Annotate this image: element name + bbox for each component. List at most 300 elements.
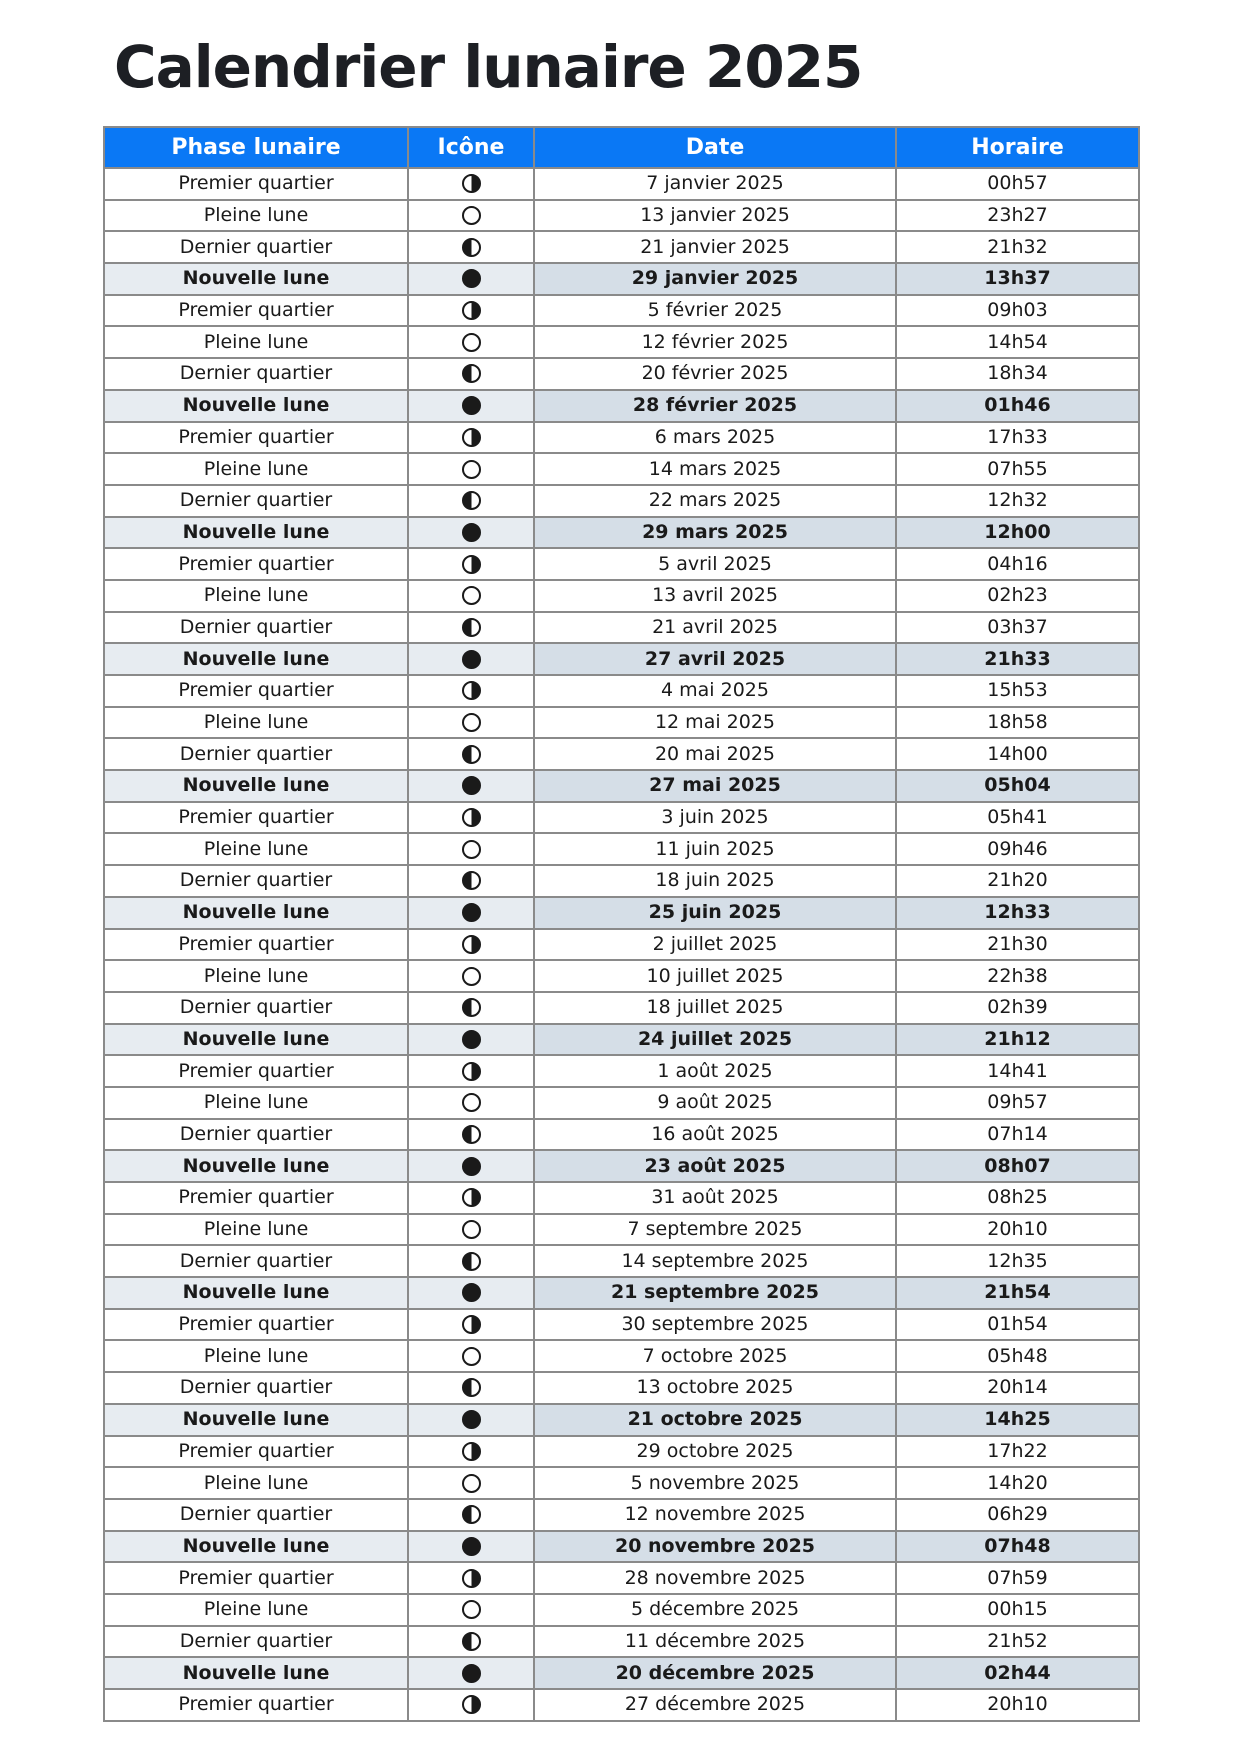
- first-quarter-moon-icon: [462, 1442, 481, 1461]
- time-cell: 12h33: [896, 897, 1139, 929]
- phase-cell: Nouvelle lune: [104, 643, 408, 675]
- table-row: [104, 1182, 1139, 1214]
- date-cell: 5 avril 2025: [534, 548, 896, 580]
- last-quarter-moon-icon: [462, 1505, 481, 1524]
- icon-cell: [408, 643, 534, 675]
- table-row: [104, 358, 1139, 390]
- time-cell: 23h27: [896, 200, 1139, 232]
- icon-cell: [408, 200, 534, 232]
- last-quarter-moon-icon: [462, 364, 481, 383]
- icon-cell: [408, 422, 534, 454]
- full-moon-icon: [462, 333, 481, 352]
- time-cell: 13h37: [896, 263, 1139, 295]
- phase-cell: Pleine lune: [104, 960, 408, 992]
- icon-cell: [408, 1626, 534, 1658]
- table-row: [104, 770, 1139, 802]
- table-row: [104, 1467, 1139, 1499]
- date-cell: 12 mai 2025: [534, 707, 896, 739]
- time-cell: 07h48: [896, 1531, 1139, 1563]
- table-row: [104, 1372, 1139, 1404]
- date-cell: 4 mai 2025: [534, 675, 896, 707]
- page-title: Calendrier lunaire 2025: [114, 33, 863, 101]
- time-cell: 07h14: [896, 1119, 1139, 1151]
- time-cell: 21h20: [896, 865, 1139, 897]
- date-cell: 13 octobre 2025: [534, 1372, 896, 1404]
- time-cell: 21h32: [896, 231, 1139, 263]
- new-moon-icon: [462, 1664, 481, 1683]
- time-cell: 21h33: [896, 643, 1139, 675]
- phase-cell: Pleine lune: [104, 1594, 408, 1626]
- table-row: [104, 612, 1139, 644]
- phase-cell: Pleine lune: [104, 1340, 408, 1372]
- table-row: [104, 1055, 1139, 1087]
- table-row: [104, 643, 1139, 675]
- date-cell: 29 janvier 2025: [534, 263, 896, 295]
- date-cell: 20 décembre 2025: [534, 1657, 896, 1689]
- time-cell: 09h03: [896, 295, 1139, 327]
- icon-cell: [408, 770, 534, 802]
- table-row: [104, 263, 1139, 295]
- full-moon-icon: [462, 967, 481, 986]
- icon-cell: [408, 548, 534, 580]
- full-moon-icon: [462, 586, 481, 605]
- phase-cell: Nouvelle lune: [104, 1657, 408, 1689]
- phase-cell: Nouvelle lune: [104, 1277, 408, 1309]
- date-cell: 5 novembre 2025: [534, 1467, 896, 1499]
- column-header-icon: Icône: [408, 127, 534, 168]
- first-quarter-moon-icon: [462, 808, 481, 827]
- table-row: [104, 833, 1139, 865]
- time-cell: 21h12: [896, 1024, 1139, 1056]
- table-row: [104, 1340, 1139, 1372]
- time-cell: 14h00: [896, 738, 1139, 770]
- time-cell: 05h04: [896, 770, 1139, 802]
- date-cell: 10 juillet 2025: [534, 960, 896, 992]
- last-quarter-moon-icon: [462, 1632, 481, 1651]
- phase-cell: Pleine lune: [104, 326, 408, 358]
- time-cell: 14h25: [896, 1404, 1139, 1436]
- date-cell: 31 août 2025: [534, 1182, 896, 1214]
- icon-cell: [408, 865, 534, 897]
- table-row: [104, 422, 1139, 454]
- icon-cell: [408, 992, 534, 1024]
- time-cell: 14h20: [896, 1467, 1139, 1499]
- time-cell: 18h34: [896, 358, 1139, 390]
- date-cell: 29 octobre 2025: [534, 1436, 896, 1468]
- date-cell: 13 avril 2025: [534, 580, 896, 612]
- phase-cell: Nouvelle lune: [104, 517, 408, 549]
- phase-cell: Pleine lune: [104, 1467, 408, 1499]
- date-cell: 18 juin 2025: [534, 865, 896, 897]
- table-row: [104, 517, 1139, 549]
- date-cell: 22 mars 2025: [534, 485, 896, 517]
- icon-cell: [408, 1087, 534, 1119]
- table-row: [104, 200, 1139, 232]
- phase-cell: Premier quartier: [104, 802, 408, 834]
- time-cell: 12h32: [896, 485, 1139, 517]
- first-quarter-moon-icon: [462, 1695, 481, 1714]
- full-moon-icon: [462, 840, 481, 859]
- first-quarter-moon-icon: [462, 428, 481, 447]
- date-cell: 27 décembre 2025: [534, 1689, 896, 1721]
- icon-cell: [408, 295, 534, 327]
- table-row: [104, 295, 1139, 327]
- phase-cell: Dernier quartier: [104, 1119, 408, 1151]
- new-moon-icon: [462, 1283, 481, 1302]
- table-row: [104, 675, 1139, 707]
- column-header-date: Date: [534, 127, 896, 168]
- table-row: [104, 1277, 1139, 1309]
- icon-cell: [408, 1404, 534, 1436]
- phase-cell: Dernier quartier: [104, 358, 408, 390]
- icon-cell: [408, 738, 534, 770]
- table-row: [104, 485, 1139, 517]
- time-cell: 04h16: [896, 548, 1139, 580]
- table-row: [104, 1087, 1139, 1119]
- first-quarter-moon-icon: [462, 555, 481, 574]
- time-cell: 20h10: [896, 1689, 1139, 1721]
- column-header-phase: Phase lunaire: [104, 127, 408, 168]
- column-header-time: Horaire: [896, 127, 1139, 168]
- date-cell: 23 août 2025: [534, 1150, 896, 1182]
- phase-cell: Pleine lune: [104, 1087, 408, 1119]
- new-moon-icon: [462, 1410, 481, 1429]
- date-cell: 7 octobre 2025: [534, 1340, 896, 1372]
- time-cell: 14h41: [896, 1055, 1139, 1087]
- phase-cell: Nouvelle lune: [104, 1404, 408, 1436]
- table-row: [104, 1657, 1139, 1689]
- first-quarter-moon-icon: [462, 1188, 481, 1207]
- time-cell: 03h37: [896, 612, 1139, 644]
- date-cell: 9 août 2025: [534, 1087, 896, 1119]
- phase-cell: Dernier quartier: [104, 1245, 408, 1277]
- table-row: [104, 929, 1139, 961]
- table-row: [104, 1245, 1139, 1277]
- last-quarter-moon-icon: [462, 745, 481, 764]
- table-row: [104, 231, 1139, 263]
- icon-cell: [408, 1499, 534, 1531]
- time-cell: 00h57: [896, 168, 1139, 200]
- phase-cell: Premier quartier: [104, 422, 408, 454]
- table-row: [104, 326, 1139, 358]
- icon-cell: [408, 1594, 534, 1626]
- time-cell: 22h38: [896, 960, 1139, 992]
- icon-cell: [408, 960, 534, 992]
- date-cell: 28 novembre 2025: [534, 1562, 896, 1594]
- phase-cell: Nouvelle lune: [104, 263, 408, 295]
- time-cell: 08h25: [896, 1182, 1139, 1214]
- table-row: [104, 897, 1139, 929]
- table-body: [104, 168, 1139, 1721]
- table-row: [104, 802, 1139, 834]
- new-moon-icon: [462, 1537, 481, 1556]
- last-quarter-moon-icon: [462, 491, 481, 510]
- first-quarter-moon-icon: [462, 301, 481, 320]
- date-cell: 12 février 2025: [534, 326, 896, 358]
- table-row: [104, 1499, 1139, 1531]
- table-row: [104, 1309, 1139, 1341]
- icon-cell: [408, 1689, 534, 1721]
- time-cell: 07h59: [896, 1562, 1139, 1594]
- date-cell: 12 novembre 2025: [534, 1499, 896, 1531]
- icon-cell: [408, 1277, 534, 1309]
- date-cell: 25 juin 2025: [534, 897, 896, 929]
- time-cell: 18h58: [896, 707, 1139, 739]
- time-cell: 02h23: [896, 580, 1139, 612]
- phase-cell: Dernier quartier: [104, 612, 408, 644]
- phase-cell: Pleine lune: [104, 707, 408, 739]
- date-cell: 5 décembre 2025: [534, 1594, 896, 1626]
- phase-cell: Nouvelle lune: [104, 1024, 408, 1056]
- date-cell: 6 mars 2025: [534, 422, 896, 454]
- date-cell: 24 juillet 2025: [534, 1024, 896, 1056]
- time-cell: 01h54: [896, 1309, 1139, 1341]
- table-row: [104, 1562, 1139, 1594]
- icon-cell: [408, 1182, 534, 1214]
- phase-cell: Premier quartier: [104, 548, 408, 580]
- date-cell: 1 août 2025: [534, 1055, 896, 1087]
- icon-cell: [408, 675, 534, 707]
- table-row: [104, 1689, 1139, 1721]
- time-cell: 05h41: [896, 802, 1139, 834]
- date-cell: 14 septembre 2025: [534, 1245, 896, 1277]
- new-moon-icon: [462, 1157, 481, 1176]
- table-row: [104, 1531, 1139, 1563]
- time-cell: 00h15: [896, 1594, 1139, 1626]
- phase-cell: Dernier quartier: [104, 485, 408, 517]
- time-cell: 07h55: [896, 453, 1139, 485]
- table-row: [104, 1214, 1139, 1246]
- phase-cell: Dernier quartier: [104, 1499, 408, 1531]
- icon-cell: [408, 612, 534, 644]
- phase-cell: Premier quartier: [104, 929, 408, 961]
- table-header-row: [104, 127, 1139, 168]
- phase-cell: Pleine lune: [104, 580, 408, 612]
- icon-cell: [408, 168, 534, 200]
- phase-cell: Premier quartier: [104, 675, 408, 707]
- phase-cell: Premier quartier: [104, 168, 408, 200]
- phase-cell: Premier quartier: [104, 1562, 408, 1594]
- full-moon-icon: [462, 460, 481, 479]
- new-moon-icon: [462, 776, 481, 795]
- icon-cell: [408, 1657, 534, 1689]
- time-cell: 20h14: [896, 1372, 1139, 1404]
- time-cell: 08h07: [896, 1150, 1139, 1182]
- date-cell: 29 mars 2025: [534, 517, 896, 549]
- table-row: [104, 390, 1139, 422]
- icon-cell: [408, 1340, 534, 1372]
- table-row: [104, 865, 1139, 897]
- table-row: [104, 1626, 1139, 1658]
- date-cell: 21 octobre 2025: [534, 1404, 896, 1436]
- last-quarter-moon-icon: [462, 1125, 481, 1144]
- time-cell: 15h53: [896, 675, 1139, 707]
- table-row: [104, 548, 1139, 580]
- time-cell: 01h46: [896, 390, 1139, 422]
- date-cell: 3 juin 2025: [534, 802, 896, 834]
- full-moon-icon: [462, 206, 481, 225]
- date-cell: 7 septembre 2025: [534, 1214, 896, 1246]
- icon-cell: [408, 897, 534, 929]
- phase-cell: Nouvelle lune: [104, 390, 408, 422]
- icon-cell: [408, 833, 534, 865]
- lunar-calendar-table: [103, 126, 1140, 1722]
- icon-cell: [408, 1245, 534, 1277]
- phase-cell: Dernier quartier: [104, 231, 408, 263]
- phase-cell: Premier quartier: [104, 1055, 408, 1087]
- time-cell: 05h48: [896, 1340, 1139, 1372]
- new-moon-icon: [462, 650, 481, 669]
- phase-cell: Dernier quartier: [104, 1372, 408, 1404]
- phase-cell: Nouvelle lune: [104, 897, 408, 929]
- icon-cell: [408, 358, 534, 390]
- table-row: [104, 168, 1139, 200]
- time-cell: 02h44: [896, 1657, 1139, 1689]
- time-cell: 17h22: [896, 1436, 1139, 1468]
- first-quarter-moon-icon: [462, 174, 481, 193]
- full-moon-icon: [462, 1474, 481, 1493]
- icon-cell: [408, 1150, 534, 1182]
- last-quarter-moon-icon: [462, 1252, 481, 1271]
- table-row: [104, 453, 1139, 485]
- first-quarter-moon-icon: [462, 1062, 481, 1081]
- time-cell: 21h54: [896, 1277, 1139, 1309]
- icon-cell: [408, 1531, 534, 1563]
- icon-cell: [408, 1119, 534, 1151]
- full-moon-icon: [462, 713, 481, 732]
- new-moon-icon: [462, 396, 481, 415]
- date-cell: 21 janvier 2025: [534, 231, 896, 263]
- phase-cell: Nouvelle lune: [104, 770, 408, 802]
- time-cell: 12h35: [896, 1245, 1139, 1277]
- full-moon-icon: [462, 1347, 481, 1366]
- table-row: [104, 1024, 1139, 1056]
- last-quarter-moon-icon: [462, 238, 481, 257]
- last-quarter-moon-icon: [462, 618, 481, 637]
- table-row: [104, 738, 1139, 770]
- phase-cell: Dernier quartier: [104, 992, 408, 1024]
- icon-cell: [408, 1024, 534, 1056]
- time-cell: 21h30: [896, 929, 1139, 961]
- new-moon-icon: [462, 1030, 481, 1049]
- date-cell: 11 juin 2025: [534, 833, 896, 865]
- time-cell: 09h57: [896, 1087, 1139, 1119]
- date-cell: 18 juillet 2025: [534, 992, 896, 1024]
- full-moon-icon: [462, 1093, 481, 1112]
- full-moon-icon: [462, 1220, 481, 1239]
- last-quarter-moon-icon: [462, 1378, 481, 1397]
- last-quarter-moon-icon: [462, 998, 481, 1017]
- time-cell: 09h46: [896, 833, 1139, 865]
- time-cell: 21h52: [896, 1626, 1139, 1658]
- phase-cell: Premier quartier: [104, 1689, 408, 1721]
- icon-cell: [408, 1055, 534, 1087]
- icon-cell: [408, 1436, 534, 1468]
- last-quarter-moon-icon: [462, 871, 481, 890]
- time-cell: 02h39: [896, 992, 1139, 1024]
- phase-cell: Pleine lune: [104, 453, 408, 485]
- icon-cell: [408, 517, 534, 549]
- phase-cell: Premier quartier: [104, 1436, 408, 1468]
- phase-cell: Pleine lune: [104, 833, 408, 865]
- phase-cell: Pleine lune: [104, 1214, 408, 1246]
- date-cell: 28 février 2025: [534, 390, 896, 422]
- table-row: [104, 1594, 1139, 1626]
- icon-cell: [408, 453, 534, 485]
- time-cell: 17h33: [896, 422, 1139, 454]
- icon-cell: [408, 1467, 534, 1499]
- icon-cell: [408, 231, 534, 263]
- icon-cell: [408, 580, 534, 612]
- icon-cell: [408, 1214, 534, 1246]
- phase-cell: Nouvelle lune: [104, 1150, 408, 1182]
- time-cell: 20h10: [896, 1214, 1139, 1246]
- date-cell: 27 mai 2025: [534, 770, 896, 802]
- first-quarter-moon-icon: [462, 1315, 481, 1334]
- date-cell: 7 janvier 2025: [534, 168, 896, 200]
- phase-cell: Premier quartier: [104, 295, 408, 327]
- table-row: [104, 580, 1139, 612]
- table-row: [104, 992, 1139, 1024]
- phase-cell: Premier quartier: [104, 1309, 408, 1341]
- date-cell: 21 avril 2025: [534, 612, 896, 644]
- new-moon-icon: [462, 523, 481, 542]
- date-cell: 11 décembre 2025: [534, 1626, 896, 1658]
- date-cell: 20 février 2025: [534, 358, 896, 390]
- table-row: [104, 1119, 1139, 1151]
- icon-cell: [408, 802, 534, 834]
- icon-cell: [408, 485, 534, 517]
- table-row: [104, 707, 1139, 739]
- icon-cell: [408, 326, 534, 358]
- first-quarter-moon-icon: [462, 1569, 481, 1588]
- date-cell: 14 mars 2025: [534, 453, 896, 485]
- phase-cell: Nouvelle lune: [104, 1531, 408, 1563]
- date-cell: 27 avril 2025: [534, 643, 896, 675]
- phase-cell: Dernier quartier: [104, 865, 408, 897]
- first-quarter-moon-icon: [462, 681, 481, 700]
- phase-cell: Premier quartier: [104, 1182, 408, 1214]
- icon-cell: [408, 929, 534, 961]
- time-cell: 14h54: [896, 326, 1139, 358]
- date-cell: 16 août 2025: [534, 1119, 896, 1151]
- phase-cell: Dernier quartier: [104, 738, 408, 770]
- date-cell: 13 janvier 2025: [534, 200, 896, 232]
- table-row: [104, 960, 1139, 992]
- date-cell: 20 novembre 2025: [534, 1531, 896, 1563]
- icon-cell: [408, 1562, 534, 1594]
- date-cell: 2 juillet 2025: [534, 929, 896, 961]
- full-moon-icon: [462, 1600, 481, 1619]
- date-cell: 5 février 2025: [534, 295, 896, 327]
- icon-cell: [408, 1372, 534, 1404]
- table-row: [104, 1404, 1139, 1436]
- new-moon-icon: [462, 269, 481, 288]
- date-cell: 20 mai 2025: [534, 738, 896, 770]
- first-quarter-moon-icon: [462, 935, 481, 954]
- phase-cell: Pleine lune: [104, 200, 408, 232]
- icon-cell: [408, 263, 534, 295]
- table-row: [104, 1436, 1139, 1468]
- icon-cell: [408, 390, 534, 422]
- date-cell: 30 septembre 2025: [534, 1309, 896, 1341]
- time-cell: 06h29: [896, 1499, 1139, 1531]
- icon-cell: [408, 707, 534, 739]
- new-moon-icon: [462, 903, 481, 922]
- time-cell: 12h00: [896, 517, 1139, 549]
- date-cell: 21 septembre 2025: [534, 1277, 896, 1309]
- icon-cell: [408, 1309, 534, 1341]
